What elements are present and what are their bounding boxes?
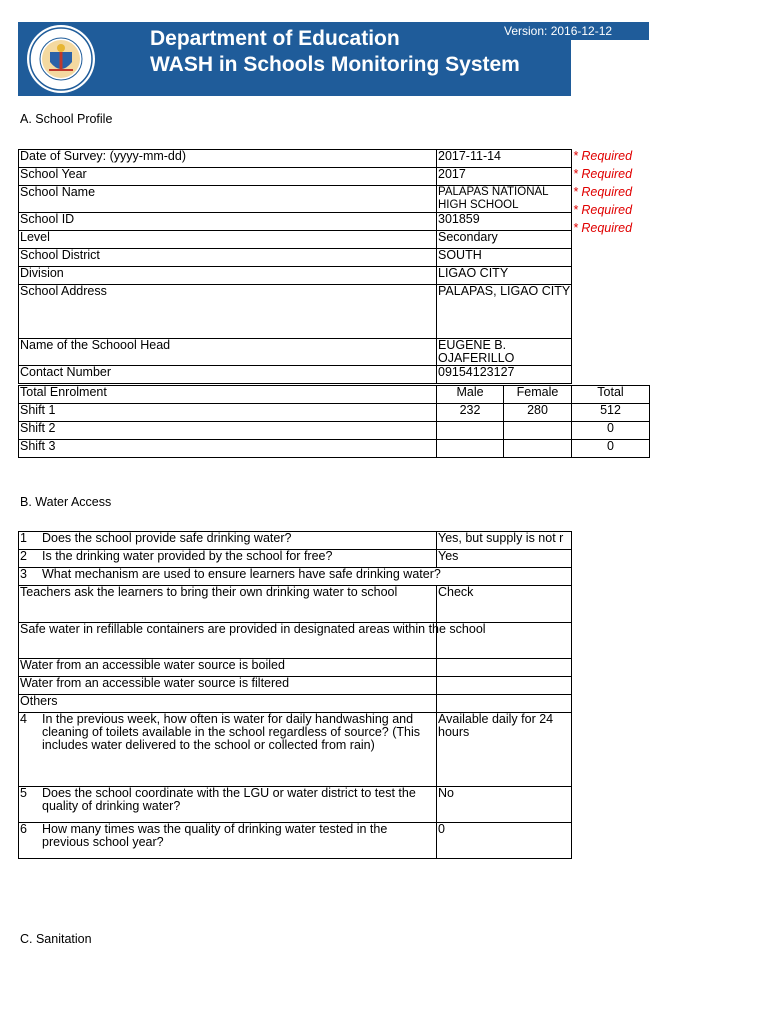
option-answer-field[interactable] [437, 659, 572, 677]
question-text: Is the drinking water provided by the school for free? [42, 549, 333, 563]
school-address-field[interactable]: PALAPAS, LIGAO CITY [437, 285, 572, 339]
profile-label: School District [19, 249, 437, 267]
total-count: 0 [572, 440, 650, 458]
question-text: Does the school coordinate with the LGU or water district to test the quality of drinking water? [42, 786, 416, 813]
total-count: 512 [572, 404, 650, 422]
title-line-1: Department of Education [150, 27, 400, 50]
option-text: Safe water in refillable containers are provided in designated areas within the school [19, 623, 437, 659]
profile-label: School ID [19, 213, 437, 231]
option-row [19, 586, 572, 623]
female-header: Female [504, 386, 572, 404]
option-row [19, 677, 572, 695]
option-text: Others [19, 695, 437, 713]
question-row [19, 568, 572, 586]
required-marker: * Required [573, 221, 633, 235]
profile-row [19, 267, 572, 285]
profile-row [19, 285, 572, 339]
question-number: 2 [20, 549, 27, 563]
school-name-field[interactable]: PALAPAS NATIONAL HIGH SCHOOL [437, 186, 572, 213]
question-text: Does the school provide safe drinking water? [42, 531, 292, 545]
version-label: Version: 2016-12-12 [490, 22, 649, 40]
question-cell [19, 568, 572, 586]
required-marker: * Required [573, 203, 633, 217]
water-testing-answer[interactable]: No [437, 787, 572, 823]
female-count-field[interactable] [504, 440, 572, 458]
question-number: 1 [20, 531, 27, 545]
banner-title [150, 26, 520, 78]
question-cell [19, 532, 437, 550]
question-text: In the previous week, how often is water for daily handwashing and cleaning of toilets available in the school regardless of source? (This includes water delivered to the school or collected from rain) [42, 712, 420, 752]
required-marker: * Required [573, 149, 633, 163]
section-water-access: B. Water Access [20, 495, 112, 509]
profile-row [19, 366, 572, 384]
profile-label: Division [19, 267, 437, 285]
question-number: 4 [20, 712, 27, 726]
question-number: 3 [20, 567, 27, 581]
option-answer-field[interactable] [437, 695, 572, 713]
shift-label: Shift 2 [19, 422, 437, 440]
enrolment-table [18, 385, 650, 458]
profile-row [19, 249, 572, 267]
question-cell [19, 787, 437, 823]
female-count-field[interactable]: 280 [504, 404, 572, 422]
option-text: Water from an accessible water source is filtered [19, 677, 437, 695]
deped-seal-logo [20, 22, 102, 96]
date-of-survey-field[interactable]: 2017-11-14 [437, 150, 572, 168]
enrolment-header: Total Enrolment [19, 386, 437, 404]
tests-count-answer[interactable]: 0 [437, 823, 572, 859]
water-access-table [18, 531, 572, 859]
school-head-field[interactable]: EUGENE B. OJAFERILLO [437, 339, 572, 366]
male-count-field[interactable] [437, 440, 504, 458]
question-text: How many times was the quality of drinking water tested in the previous school year? [42, 822, 388, 849]
enrolment-row [19, 440, 650, 458]
profile-row [19, 231, 572, 249]
shift-label: Shift 1 [19, 404, 437, 422]
option-row [19, 695, 572, 713]
profile-label: Name of the Schoool Head [19, 339, 437, 366]
handwashing-water-answer[interactable]: Available daily for 24 hours [437, 713, 572, 787]
safe-water-answer[interactable]: Yes, but supply is not r [437, 532, 572, 550]
title-line-2: WASH in Schools Monitoring System [150, 53, 520, 76]
question-row [19, 532, 572, 550]
profile-label: School Address [19, 285, 437, 339]
profile-row [19, 150, 572, 168]
enrolment-row [19, 404, 650, 422]
section-sanitation: C. Sanitation [20, 932, 92, 946]
section-school-profile: A. School Profile [20, 112, 113, 126]
profile-row [19, 168, 572, 186]
male-count-field[interactable] [437, 422, 504, 440]
total-header: Total [572, 386, 650, 404]
male-header: Male [437, 386, 504, 404]
school-profile-table [18, 149, 572, 384]
option-answer-field[interactable] [437, 677, 572, 695]
profile-label: Date of Survey: (yyyy-mm-dd) [19, 150, 437, 168]
free-water-answer[interactable]: Yes [437, 550, 572, 568]
question-row [19, 823, 572, 859]
question-text: What mechanism are used to ensure learners have safe drinking water? [42, 567, 441, 581]
enrolment-header-row [19, 386, 650, 404]
question-cell [19, 713, 437, 787]
question-row [19, 550, 572, 568]
school-year-field[interactable]: 2017 [437, 168, 572, 186]
option-text: Water from an accessible water source is boiled [19, 659, 437, 677]
question-cell [19, 823, 437, 859]
required-marker: * Required [573, 185, 633, 199]
profile-label: Contact Number [19, 366, 437, 384]
question-number: 5 [20, 786, 27, 800]
question-row [19, 713, 572, 787]
option-answer-field[interactable]: Check [437, 586, 572, 623]
school-id-field[interactable]: 301859 [437, 213, 572, 231]
female-count-field[interactable] [504, 422, 572, 440]
profile-label: School Name [19, 186, 437, 213]
profile-row [19, 339, 572, 366]
question-number: 6 [20, 822, 27, 836]
question-cell [19, 550, 437, 568]
option-row [19, 623, 572, 659]
level-field[interactable]: Secondary [437, 231, 572, 249]
contact-number-field[interactable]: 09154123127 [437, 366, 572, 384]
enrolment-row [19, 422, 650, 440]
question-row [19, 787, 572, 823]
profile-label: Level [19, 231, 437, 249]
option-text: Teachers ask the learners to bring their own drinking water to school [19, 586, 437, 623]
profile-row [19, 186, 572, 213]
option-row [19, 659, 572, 677]
total-count: 0 [572, 422, 650, 440]
required-marker: * Required [573, 167, 633, 181]
shift-label: Shift 3 [19, 440, 437, 458]
profile-row [19, 213, 572, 231]
profile-label: School Year [19, 168, 437, 186]
male-count-field[interactable]: 232 [437, 404, 504, 422]
division-field[interactable]: LIGAO CITY [437, 267, 572, 285]
school-district-field[interactable]: SOUTH [437, 249, 572, 267]
